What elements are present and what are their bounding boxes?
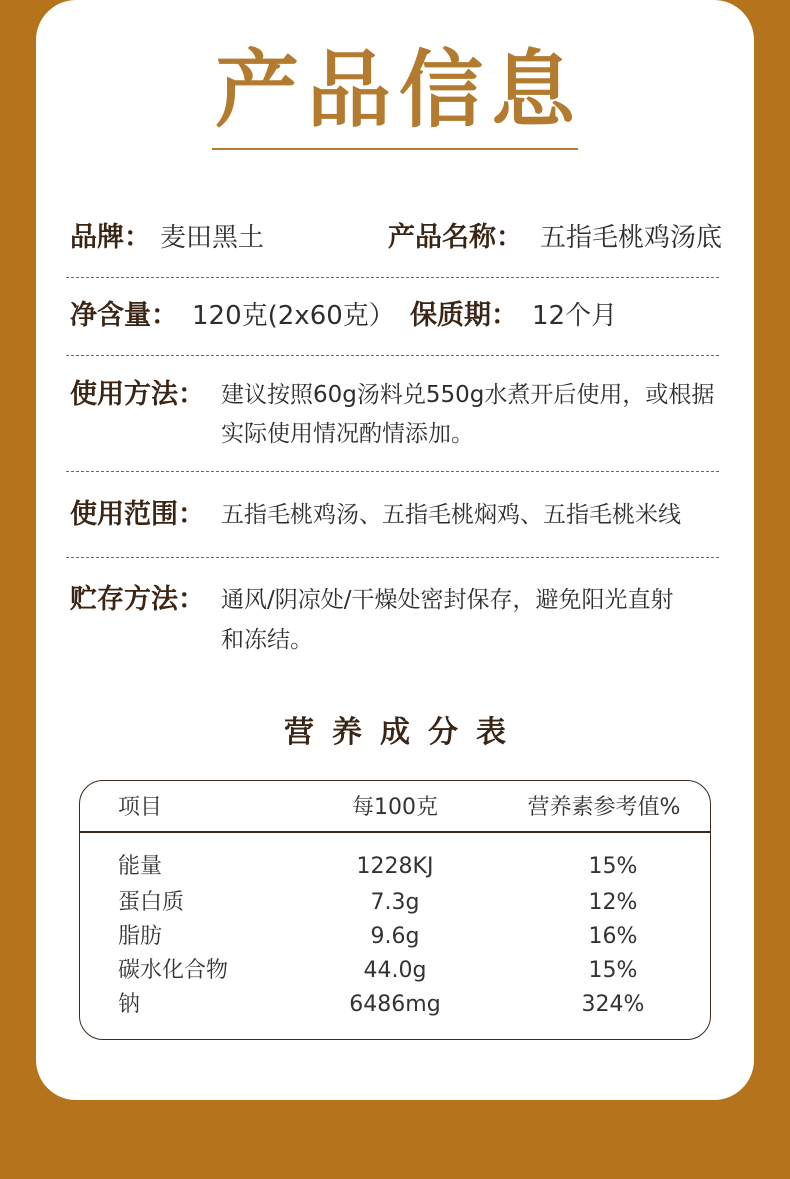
brand-value: 麦田黑土	[160, 223, 265, 253]
table-row-nrv: 12%	[588, 890, 638, 915]
net-content-label: 净含量：	[70, 300, 178, 331]
product-name-value: 五指毛桃鸡汤底	[540, 223, 723, 253]
header-item: 项目	[118, 795, 163, 820]
table-row-item: 脂肪	[118, 924, 163, 949]
usage-label: 使用方法：	[70, 379, 205, 410]
usage-line-2: 实际使用情况酌情添加。	[221, 421, 474, 447]
table-header-divider	[79, 831, 711, 833]
title-underline	[212, 148, 578, 150]
table-row-item: 蛋白质	[118, 890, 185, 915]
divider	[66, 277, 720, 278]
storage-label: 贮存方法：	[70, 584, 205, 615]
product-name-label: 产品名称：	[388, 222, 523, 253]
table-row-nrv: 15%	[588, 958, 638, 983]
table-row-item: 碳水化合物	[118, 958, 229, 983]
divider	[66, 355, 720, 356]
scope-label: 使用范围：	[70, 499, 205, 530]
storage-line-1: 通风/阴凉处/干燥处密封保存，避免阳光直射	[221, 587, 674, 613]
table-row-nrv: 16%	[588, 924, 638, 949]
brand-label: 品牌：	[70, 222, 151, 253]
table-row-amount: 7.3g	[370, 890, 420, 915]
table-row-item: 钠	[118, 992, 141, 1017]
shelf-life-value: 12个月	[532, 301, 618, 331]
table-row-amount: 1228KJ	[356, 854, 434, 879]
table-row-nrv: 324%	[581, 992, 645, 1017]
usage-line-1: 建议按照60g汤料兑550g水煮开后使用，或根据	[221, 382, 715, 408]
header-per-100g: 每100克	[352, 795, 438, 820]
page-title: 产品信息	[214, 41, 583, 139]
table-row-amount: 9.6g	[370, 924, 420, 949]
table-row-nrv: 15%	[588, 854, 638, 879]
scope-value: 五指毛桃鸡汤、五指毛桃焖鸡、五指毛桃米线	[221, 502, 681, 528]
storage-line-2: 和冻结。	[221, 627, 313, 653]
table-row-amount: 44.0g	[363, 958, 427, 983]
divider	[66, 557, 720, 558]
shelf-life-label: 保质期：	[410, 300, 518, 331]
header-nrv: 营养素参考值%	[527, 795, 681, 820]
table-row-item: 能量	[118, 854, 163, 879]
nutrition-title: 营养成分表	[284, 715, 524, 750]
divider	[66, 471, 720, 472]
net-content-value: 120克(2x60克）	[192, 301, 395, 331]
table-row-amount: 6486mg	[349, 992, 441, 1017]
